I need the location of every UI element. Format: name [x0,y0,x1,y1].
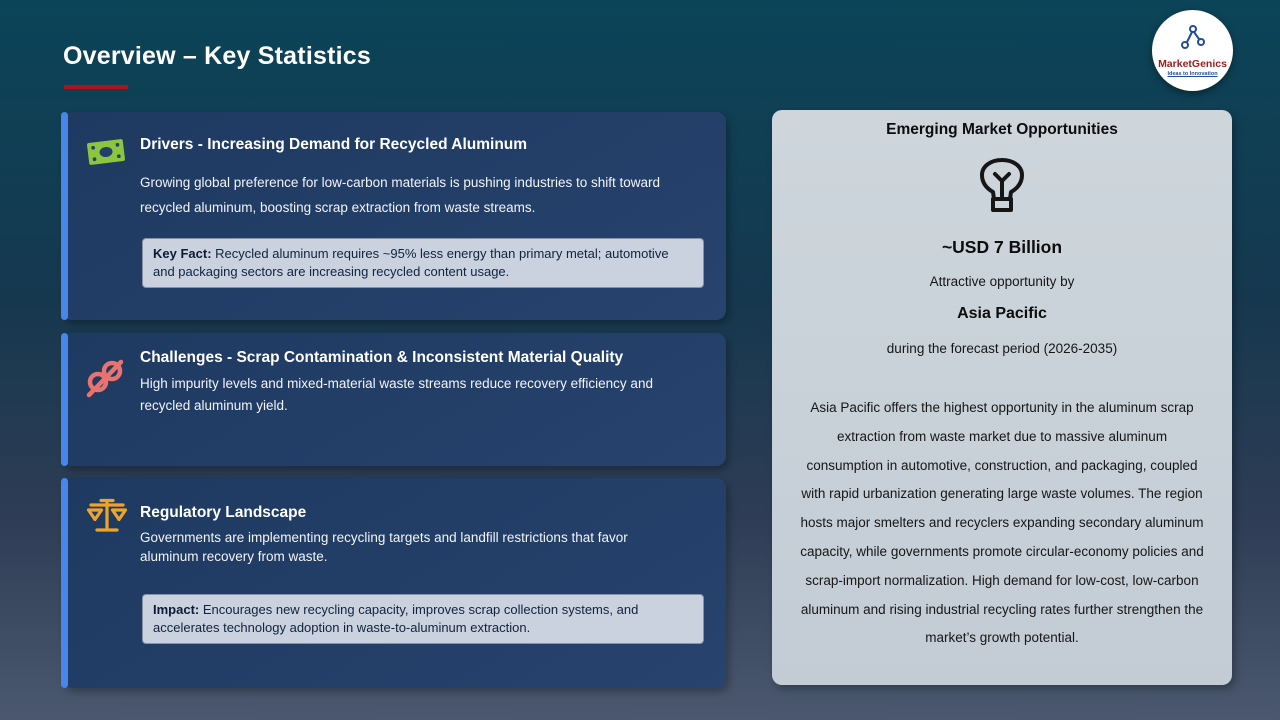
key-fact-callout [142,238,704,288]
panel-heading: Emerging Market Opportunities [886,121,1118,138]
logo-tagline-text: Ideas to Innovation [1167,70,1218,77]
card-title: Challenges - Scrap Contamination & Inconsistent Material Quality [140,349,624,366]
opportunity-subtitle: Attractive opportunity by [929,274,1075,289]
opportunity-value: ~USD 7 Billion [941,237,1063,257]
opportunity-description: Asia Pacific offers the highest opportunity in the aluminum scrap extraction from waste market due to massive aluminum consumption in automotive, construction, and packaging, coupled with rapid urbanization generating large waste volumes. The region hosts major smelters and recyclers expanding secondary aluminum capacity, while governments promote circular-economy policies and scrap-import normalization. High demand for low-cost, low-carbon aluminum and rising industrial recycling rates further strengthen the market’s growth potential. [800,400,1204,646]
emerging-market-opportunities-panel [772,110,1232,685]
callout-text: Recycled aluminum requires ~95% less energy than primary metal; automotive and packaging sectors are increasing recycled content usage. [153,246,669,279]
callout-label: Key Fact: [153,246,212,261]
opportunity-region: Asia Pacific [957,305,1047,322]
challenges-card [62,333,726,466]
logo-brand-text: MarketGenics [1158,57,1227,70]
title-accent-underline [64,85,128,89]
regulatory-card [62,478,726,688]
card-body-text: High impurity levels and mixed-material waste streams reduce recovery efficiency and recycled aluminum yield. [140,376,653,413]
banknote-icon [84,134,128,175]
card-body-text: Governments are implementing recycling targets and landfill restrictions that favor aluminum recovery from waste. [140,530,628,564]
balance-scale-icon [86,495,128,542]
card-title: Drivers - Increasing Demand for Recycled Aluminum [140,136,528,153]
card-body-text: Growing global preference for low-carbon materials is pushing industries to shift toward recycled aluminum, boosting scrap extraction from waste streams. [140,175,661,215]
molecule-network-icon [1178,25,1208,56]
callout-label: Impact: [153,602,200,617]
impact-callout [142,594,704,644]
lightbulb-icon [976,156,1028,221]
card-accent-bar [61,333,68,466]
page-title: Overview – Key Statistics [63,42,371,70]
forecast-period: during the forecast period (2026-2035) [886,341,1118,356]
marketgenics-logo [1152,10,1233,91]
card-accent-bar [61,112,68,320]
broken-link-icon [82,355,128,406]
card-title: Regulatory Landscape [140,504,307,521]
callout-text: Encourages new recycling capacity, improves scrap collection systems, and accelerates technology adoption in waste-to-aluminum extraction. [153,602,639,635]
card-accent-bar [61,478,68,688]
drivers-card [62,112,726,320]
